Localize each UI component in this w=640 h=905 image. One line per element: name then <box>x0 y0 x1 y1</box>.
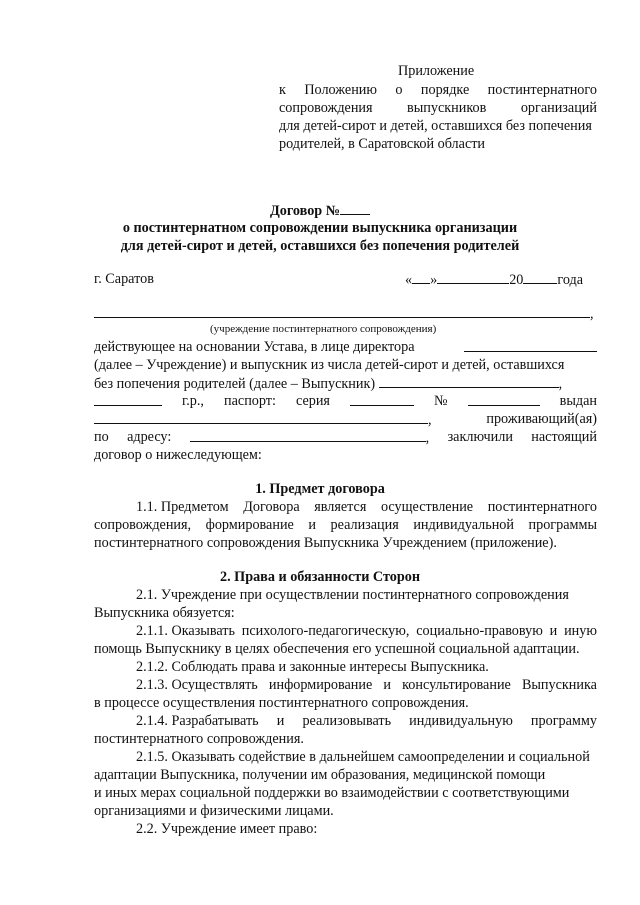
birth-year-blank <box>94 392 162 406</box>
clause-2-1-5-line-2: адаптации Выпускника, получении им образования, медицинской помощи <box>94 767 546 783</box>
parties-line-6: по адресу: , заключили настоящий <box>94 429 597 446</box>
city: г. Саратов <box>94 271 154 287</box>
appendix-line-3: для детей-сирот и детей, оставшихся без попечения <box>279 118 592 134</box>
passport-series-blank <box>350 392 414 406</box>
clause-2-1-3-line-1: 2.1.3. Осуществлять информирование и консультирование Выпускника <box>136 677 597 693</box>
passport-number-blank <box>468 392 540 406</box>
clause-2-1-5-line-1: 2.1.5. Оказывать содействие в дальнейшем самоопределении и социальной <box>136 749 590 765</box>
parties-line-4: г.р., паспорт: серия № выдан <box>94 392 597 410</box>
clause-2-1-1-line-1: 2.1.1. Оказывать психолого-педагогическую, социально-правовую и иную <box>136 623 597 639</box>
institution-blank <box>94 304 590 318</box>
parties-line-2: (далее – Учреждение) и выпускник из числа детей-сирот и детей, оставшихся <box>94 357 565 373</box>
section-1-para-line-3: постинтернатного сопровождения Выпускника Учреждением (приложение). <box>94 535 557 551</box>
parties-line-7: договор о нижеследующем: <box>94 447 262 463</box>
parties-line-3: без попечения родителей (далее – Выпускник) , <box>94 376 563 392</box>
contract-title: Договор № <box>0 201 640 220</box>
section-1-title: 1. Предмет договора <box>255 481 385 497</box>
appendix-line-2: сопровождения выпускников организаций <box>279 100 597 116</box>
month-blank <box>437 270 509 284</box>
contract-subtitle-2: для детей-сирот и детей, оставшихся без попечения родителей <box>120 238 520 254</box>
clause-2-1-1-line-2: помощь Выпускнику в целях обеспечения его успешной социальной адаптации. <box>94 641 580 657</box>
graduate-name-blank <box>379 374 559 388</box>
clause-2-1-line-1: 2.1. Учреждение при осуществлении постинтернатного сопровождения <box>136 587 569 603</box>
clause-2-1-line-2: Выпускника обязуется: <box>94 605 235 621</box>
clause-2-1-4-line-1: 2.1.4. Разрабатывать и реализовывать индивидуальную программу <box>136 713 597 729</box>
day-blank <box>412 270 430 284</box>
address-blank <box>190 428 426 442</box>
date-line: « » 20 года <box>405 272 584 288</box>
director-blank <box>464 338 597 352</box>
appendix-line-4: родителей, в Саратовской области <box>279 136 486 152</box>
issued-by-blank <box>94 410 428 424</box>
appendix-title: Приложение <box>398 63 475 79</box>
clause-2-1-2: 2.1.2. Соблюдать права и законные интересы Выпускника. <box>136 659 489 675</box>
parties-line-1: действующее на основании Устава, в лице директора <box>94 339 415 355</box>
clause-2-1-3-line-2: в процессе осуществления постинтернатного сопровождения. <box>94 695 469 711</box>
section-1-para-line-1: 1.1. Предметом Договора является осуществление постинтернатного <box>136 499 597 515</box>
year-blank <box>523 270 557 284</box>
contract-number-blank <box>340 201 370 215</box>
clause-2-1-4-line-2: постинтернатного сопровождения. <box>94 731 304 747</box>
appendix-line-1: к Положению о порядке постинтернатного <box>279 82 597 98</box>
institution-line: , <box>94 304 597 323</box>
clause-2-2: 2.2. Учреждение имеет право: <box>136 821 318 837</box>
section-1-para-line-2: сопровождения, формирование и реализация индивидуальной программы <box>94 517 597 533</box>
clause-2-1-5-line-3: и иных мерах социальной поддержки во взаимодействии с соответствующими <box>94 785 570 801</box>
director-blank-wrap <box>464 338 597 357</box>
parties-line-5: , проживающий(ая) <box>94 410 597 429</box>
contract-subtitle-1: о постинтернатном сопровождении выпускника организации <box>122 220 518 236</box>
institution-caption: (учреждение постинтернатного сопровождения) <box>210 323 437 335</box>
clause-2-1-5-line-4: организациями и физическими лицами. <box>94 803 334 819</box>
section-2-title: 2. Права и обязанности Сторон <box>219 569 421 585</box>
